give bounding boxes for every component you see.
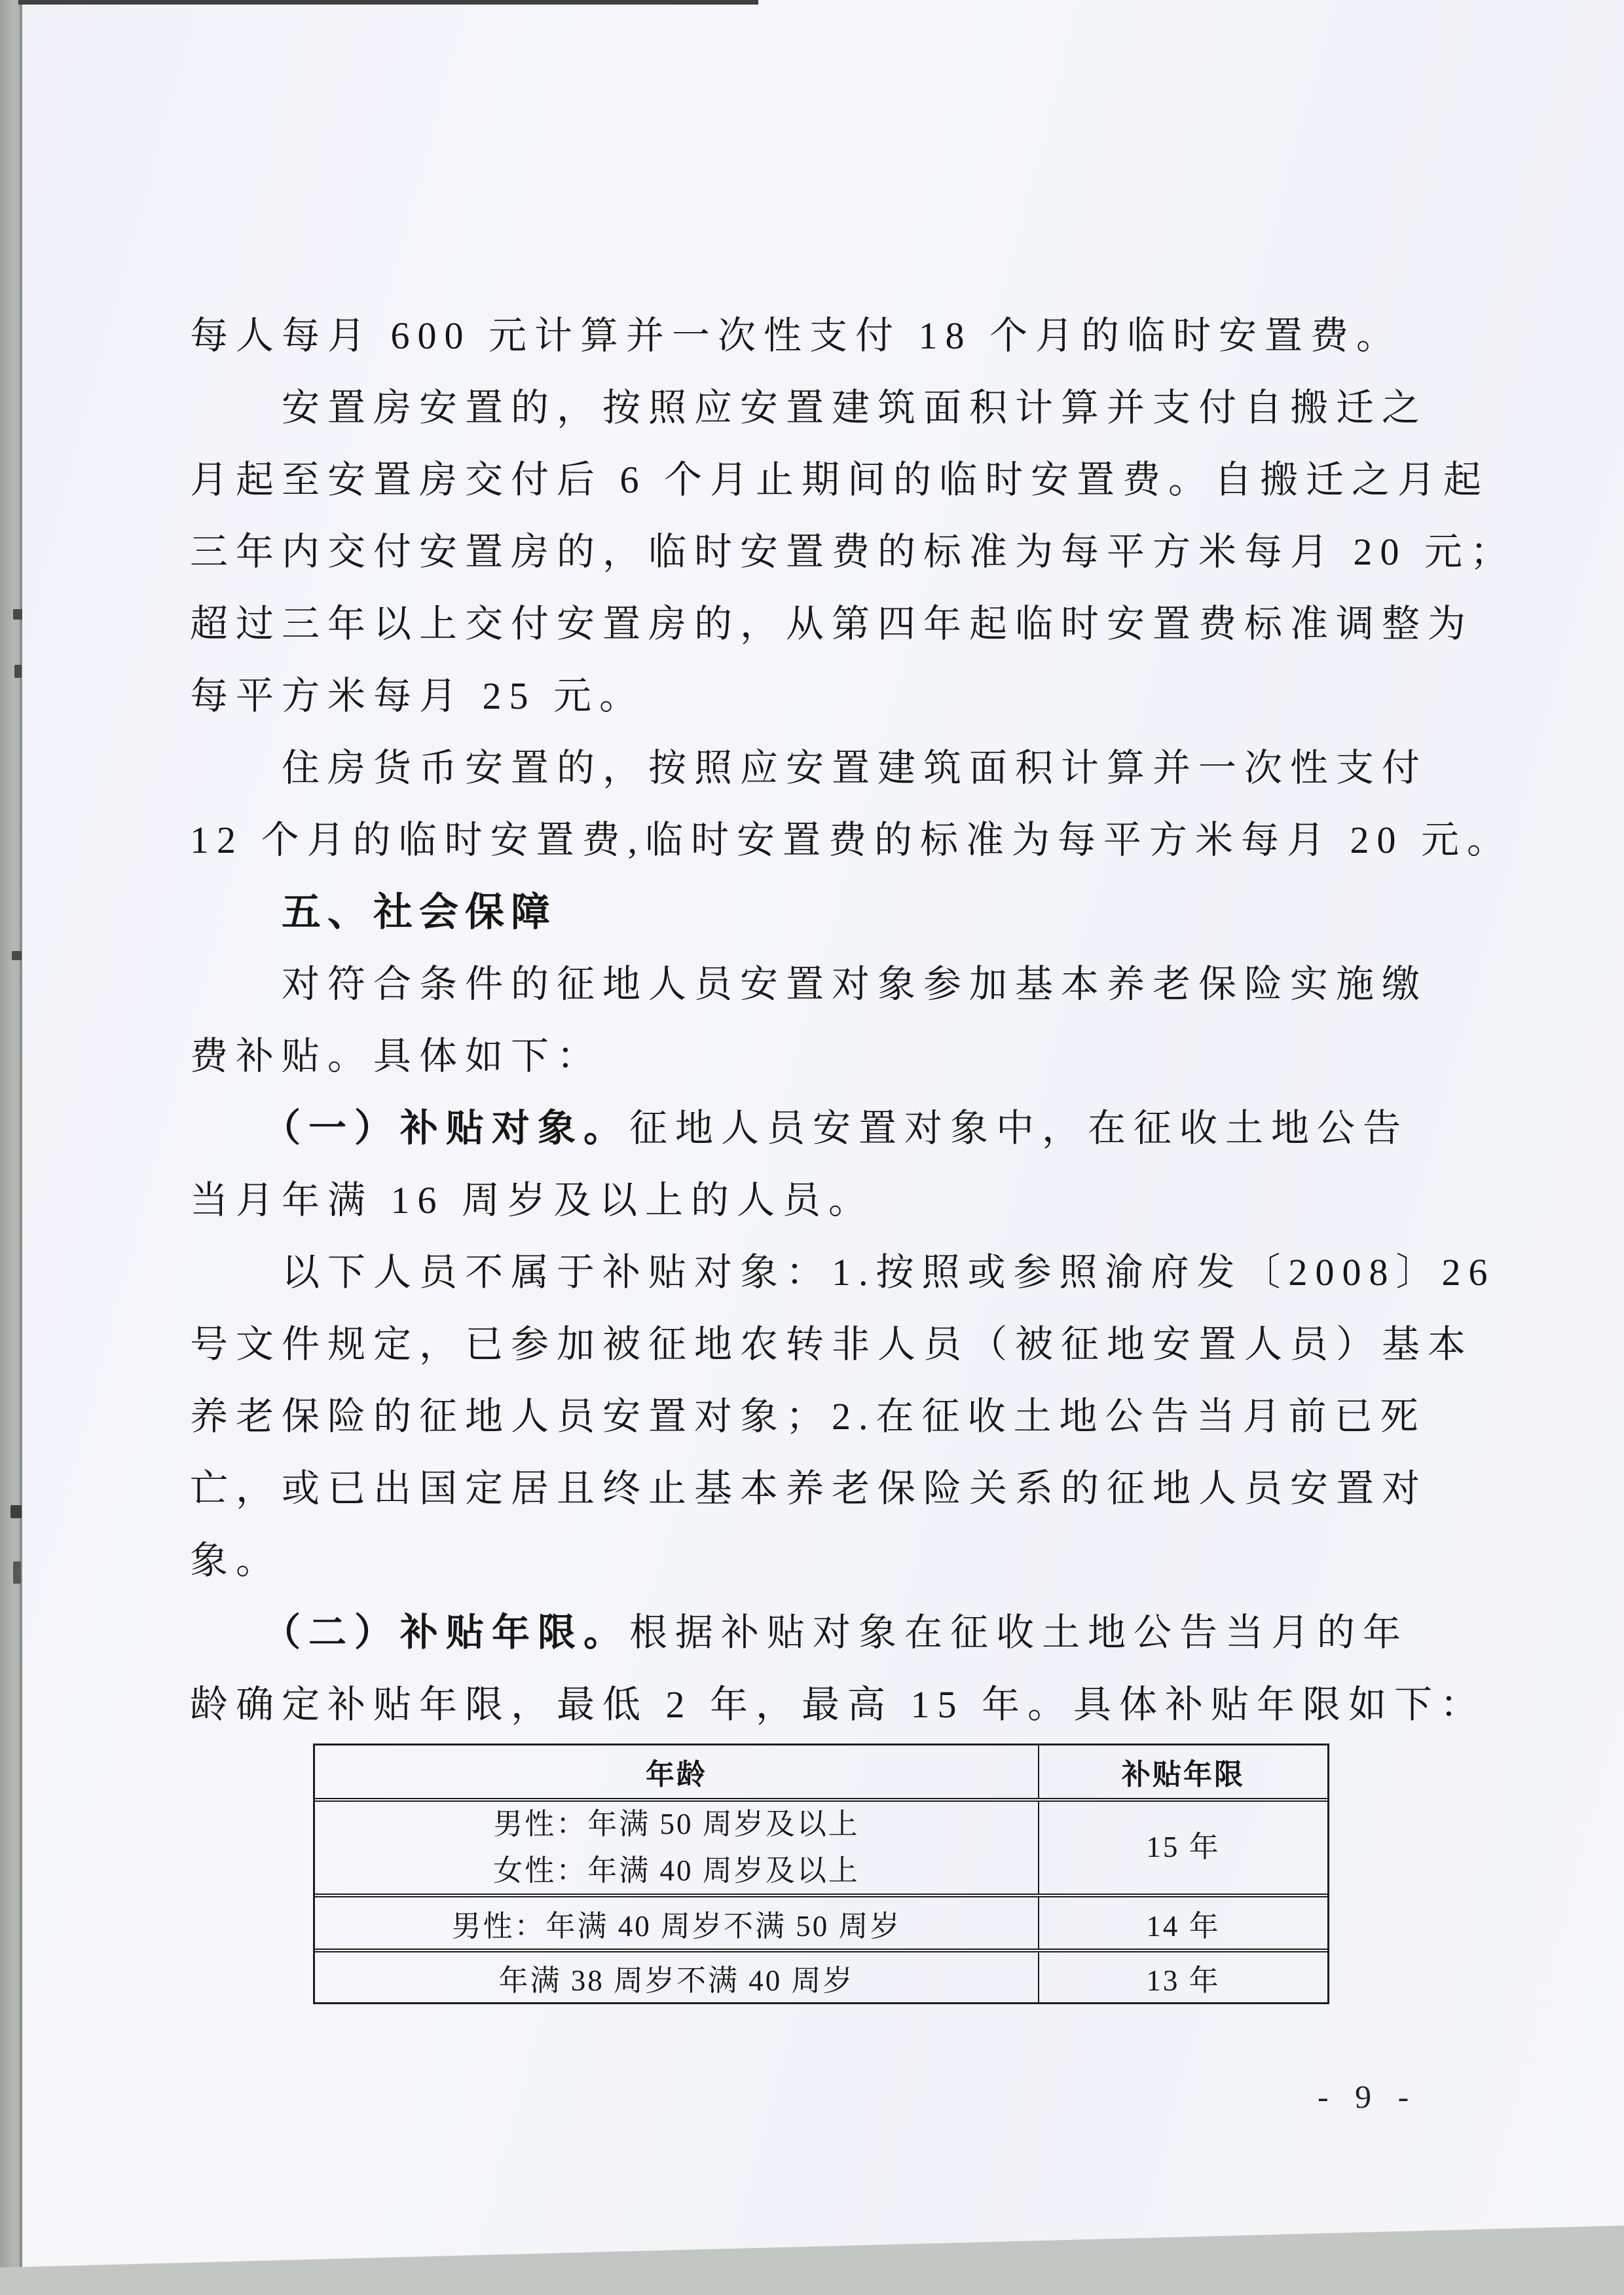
text-line [190, 1309, 1473, 1381]
scanner-left-edge [0, 0, 22, 2295]
text-segment: 12 个月的临时安置费,临时安置费的标准为每平方米每月 20 元。 [190, 819, 1513, 861]
scan-artifact-mark [13, 609, 22, 620]
text-segment: 三年内交付安置房的，临时安置费的标准为每平方米每月 20 元； [190, 531, 1517, 573]
bold-segment: （一）补贴对象。 [190, 1107, 630, 1149]
text-line [190, 948, 1473, 1020]
text-segment: 养老保险的征地人员安置对象；2.在征收土地公告当月前已死 [190, 1395, 1426, 1438]
text-segment: 征地人员安置对象中，在征收土地公告 [629, 1107, 1409, 1149]
text-line [190, 1237, 1496, 1309]
text-segment: 龄确定补贴年限，最低 2 年，最高 15 年。具体补贴年限如下： [190, 1683, 1486, 1726]
text-segment: 费补贴。具体如下： [190, 1035, 603, 1077]
table-cell-age: 男性：年满 40 周岁不满 50 周岁 [315, 1897, 1039, 1949]
table-cell-years: 15 年 [1146, 1831, 1221, 1864]
section-heading-social-security [190, 876, 1473, 948]
text-line [190, 1525, 1473, 1597]
text-line [190, 372, 1473, 444]
text-line [190, 444, 1490, 516]
text-segment: 每人每月 600 元计算并一次性支付 18 个月的临时安置费。 [190, 314, 1403, 357]
subsidy-years-table [313, 1744, 1329, 2004]
text-segment: 每平方米每月 25 元。 [190, 675, 646, 717]
text-segment: 象。 [190, 1539, 282, 1582]
text-line [190, 1453, 1473, 1525]
text-line [190, 660, 1473, 732]
table-cell-age [315, 1802, 1039, 1894]
text-segment: 对符合条件的征地人员安置对象参加基本养老保险实施缴 [190, 963, 1428, 1005]
text-line [190, 300, 1473, 372]
text-segment: 以下人员不属于补贴对象：1.按照或参照渝府发〔2008〕26 [190, 1251, 1496, 1294]
table-header-age: 年龄 [315, 1745, 1039, 1798]
text-line [190, 516, 1517, 588]
text-line [190, 588, 1473, 660]
table-row [315, 1897, 1327, 1952]
text-segment: 超过三年以上交付安置房的，从第四年起临时安置费标准调整为 [190, 603, 1474, 645]
scan-artifact-mark [13, 1561, 21, 1584]
scan-artifact-mark [14, 665, 22, 678]
document-body-text [190, 300, 1517, 1741]
table-row [315, 1952, 1327, 2002]
text-segment: 住房货币安置的，按照应安置建筑面积计算并一次性支付 [190, 747, 1428, 789]
text-segment: 号文件规定，已参加被征地农转非人员（被征地安置人员）基本 [190, 1323, 1474, 1366]
text-segment: 根据补贴对象在征收土地公告当月的年 [629, 1611, 1409, 1654]
table-cell-years: 13 年 [1146, 1964, 1221, 1997]
scanner-top-edge-line [18, 0, 758, 5]
text-segment: 安置房安置的，按照应安置建筑面积计算并支付自搬迁之 [190, 386, 1428, 429]
text-line-subsidy-years [190, 1597, 1473, 1669]
table-header-years: 补贴年限 [1122, 1759, 1245, 1791]
scanner-bottom-edge [0, 2222, 1624, 2295]
table-row [315, 1802, 1327, 1897]
text-line [190, 1165, 1473, 1237]
page-number: - 9 - [1318, 2078, 1418, 2115]
table-cell-age: 年满 38 周岁不满 40 周岁 [315, 1952, 1039, 2002]
scan-artifact-mark [10, 1505, 22, 1518]
age-condition-male: 男性：年满 50 周岁及以上 [493, 1807, 860, 1840]
table-header-row [315, 1745, 1327, 1802]
text-line [190, 1020, 1473, 1092]
text-segment: 当月年满 16 周岁及以上的人员。 [190, 1179, 875, 1222]
text-line [190, 1669, 1486, 1741]
text-segment: 亡，或已出国定居且终止基本养老保险关系的征地人员安置对 [190, 1467, 1428, 1510]
scan-artifact-mark [12, 951, 22, 960]
table-cell-years: 14 年 [1146, 1909, 1221, 1943]
text-line [190, 804, 1513, 876]
text-segment: 月起至安置房交付后 6 个月止期间的临时安置费。自搬迁之月起 [190, 458, 1490, 501]
bold-segment: （二）补贴年限。 [190, 1611, 630, 1654]
age-condition-female: 女性：年满 40 周岁及以上 [493, 1854, 860, 1887]
text-line [190, 732, 1473, 804]
text-line [190, 1381, 1473, 1453]
text-line-subsidy-target [190, 1092, 1473, 1165]
bold-segment: 五、社会保障 [190, 890, 557, 934]
